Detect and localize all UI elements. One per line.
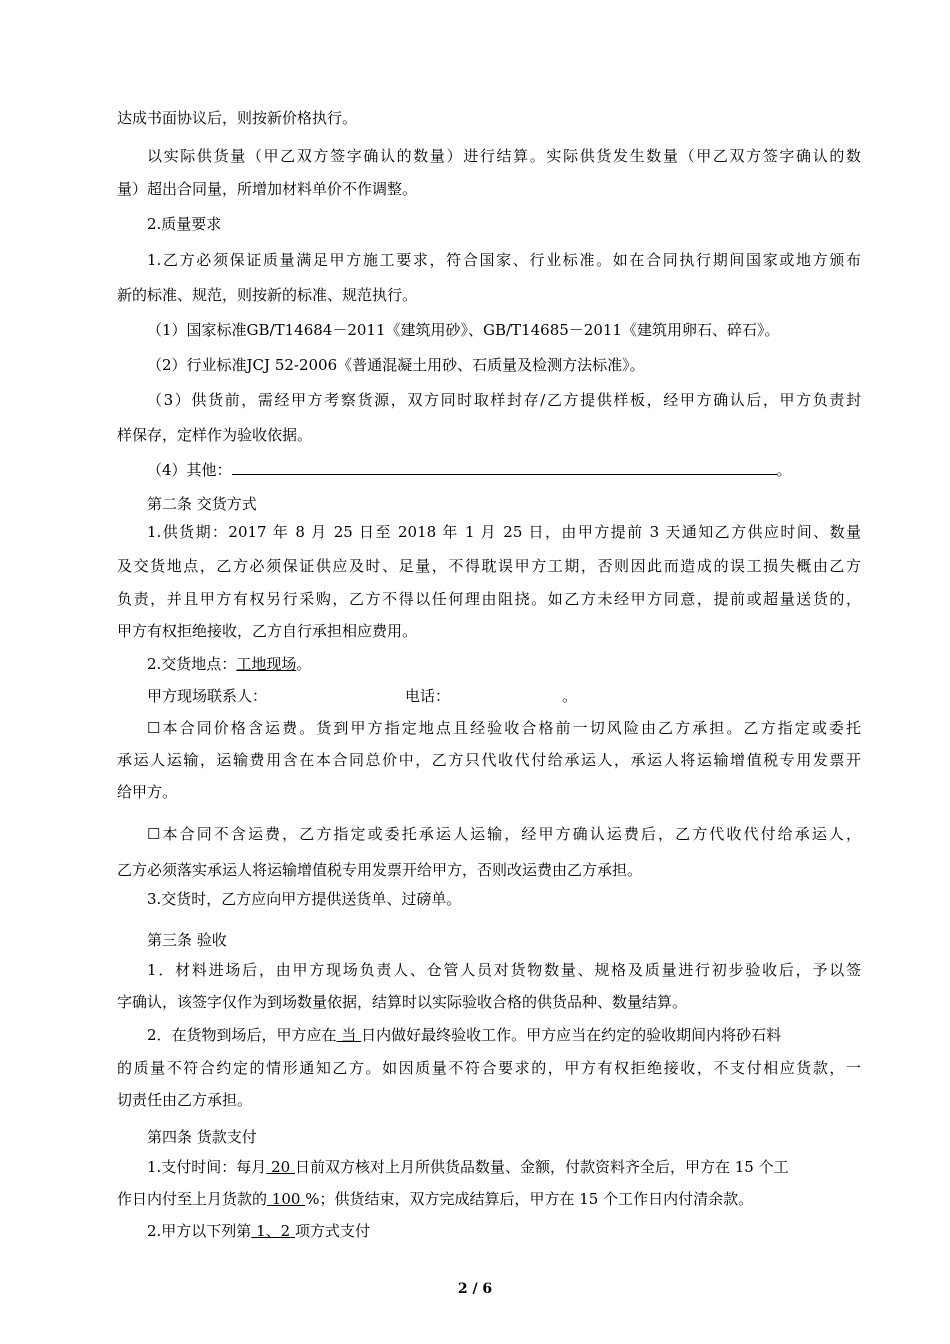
paragraph-line: 达成书面协议后，则按新价格执行。 [117, 109, 358, 127]
paragraph-line: 量）超出合同量，所增加材料单价不作调整。 [117, 180, 418, 198]
paragraph-line: 以实际供货量（甲乙双方签字确认的数量）进行结算。实际供货发生数量（甲乙双方签字确认的数 [147, 147, 861, 165]
payment-method-line [147, 1221, 370, 1241]
paragraph-line: 乙方必须落实承运人将运输增值税专用发票开给甲方，否则改运费由乙方承担。 [117, 861, 643, 879]
inspection-days-value: 当 [336, 1026, 362, 1044]
fill-in-blank [232, 460, 777, 475]
paragraph-line: 及交货地点，乙方必须保证供应及时、足量，不得耽误甲方工期，否则因此而造成的误工损失概由乙方 [117, 557, 861, 575]
contact-end: 。 [562, 687, 578, 705]
delivery-location [147, 654, 311, 674]
payment-percent-line [117, 1189, 753, 1209]
section-heading: 2.质量要求 [147, 215, 222, 233]
text-segment: 项方式支付 [294, 1222, 370, 1240]
text-segment: 2．在货物到场后，甲方应在 [147, 1026, 337, 1044]
paragraph-line: 1.乙方必须保证质量满足甲方施工要求，符合国家、行业标准。如在合同执行期间国家或地方颁布 [147, 251, 861, 269]
contact-label: 甲方现场联系人： [147, 687, 268, 705]
article-heading: 第四条 货款支付 [147, 1128, 257, 1146]
inspection-period-line [147, 1025, 781, 1045]
payment-day-value: 20 [266, 1158, 295, 1176]
text-segment: 作日内付至上月货款的 [117, 1190, 268, 1208]
other-label: （4）其他： [147, 461, 232, 479]
article-heading: 第三条 验收 [147, 931, 227, 949]
other-end: 。 [776, 461, 792, 479]
text-segment: 日前双方核对上月所供货品数量、金额，付款资料齐全后，甲方在 15 个工 [294, 1158, 789, 1176]
checkbox-option-without-freight: ☐本合同不含运费，乙方指定或委托承运人运输，经甲方确认运费后，乙方代收代付给承运人， [147, 825, 861, 843]
list-item: （1）国家标准GB/T14684－2011《建筑用砂》、GB/T14685－2011《建筑用卵石、碎石》。 [147, 321, 780, 339]
paragraph-line: 样保存，定样作为验收依据。 [117, 426, 313, 444]
paragraph-line: 给甲方。 [117, 783, 178, 801]
phone-label: 电话： [405, 687, 451, 705]
paragraph-line: 承运人运输，运输费用含在本合同总价中，乙方只代收代付给承运人，承运人将运输增值税专用发票开 [117, 751, 861, 769]
contact-line [147, 686, 577, 706]
text-segment: 1.支付时间：每月 [147, 1158, 267, 1176]
page-number: 2 / 6 [457, 1281, 493, 1297]
payment-percent-value: 100 [267, 1190, 306, 1208]
paragraph-line: 1.供货期：2017 年 8 月 25 日至 2018 年 1 月 25 日，由甲方提前 3 天通知乙方供应时间、数量 [147, 523, 861, 541]
payment-time-line [147, 1157, 789, 1177]
paragraph-line: 字确认，该签字仅作为到场数量依据，结算时以实际验收合格的供货品种、数量结算。 [117, 993, 688, 1011]
list-item-other [147, 460, 792, 480]
paragraph-line: 的质量不符合约定的情形通知乙方。如因质量不符合要求的，甲方有权拒绝接收，不支付相应货款，一 [117, 1059, 861, 1077]
text-segment: 日内做好最终验收工作。甲方应当在约定的验收期间内将砂石料 [361, 1026, 782, 1044]
checkbox-option-with-freight: ☐本合同价格含运费。货到甲方指定地点且经验收合格前一切风险由乙方承担。乙方指定或委托 [147, 719, 861, 737]
text-segment: 2.甲方以下列第 [147, 1222, 252, 1240]
delivery-location-value: 工地现场 [236, 655, 297, 673]
article-heading: 第二条 交货方式 [147, 495, 257, 513]
paragraph-line: 1．材料进场后，由甲方现场负责人、仓管人员对货物数量、规格及质量进行初步验收后，予以签 [147, 961, 861, 979]
delivery-location-end: 。 [296, 655, 312, 673]
text-segment: %；供货结束，双方完成结算后，甲方在 15 个工作日内付清余款。 [305, 1190, 754, 1208]
paragraph-line: 甲方有权拒绝接收，乙方自行承担相应费用。 [117, 622, 418, 640]
list-item: （2）行业标准JCJ 52-2006《普通混凝土用砂、石质量及检测方法标准》。 [147, 356, 645, 374]
paragraph-line: 新的标准、规范，则按新的标准、规范执行。 [117, 286, 418, 304]
list-item: （3）供货前，需经甲方考察货源，双方同时取样封存/乙方提供样板，经甲方确认后，甲方负责封 [147, 391, 861, 409]
paragraph-line: 负责，并且甲方有权另行采购，乙方不得以任何理由阻挠。如乙方未经甲方同意，提前或超量送货的， [117, 590, 861, 608]
payment-method-value: 1、2 [251, 1222, 295, 1240]
paragraph-line: 切责任由乙方承担。 [117, 1091, 253, 1109]
paragraph-line: 3.交货时，乙方应向甲方提供送货单、过磅单。 [147, 890, 462, 908]
delivery-location-label: 2.交货地点： [147, 655, 237, 673]
